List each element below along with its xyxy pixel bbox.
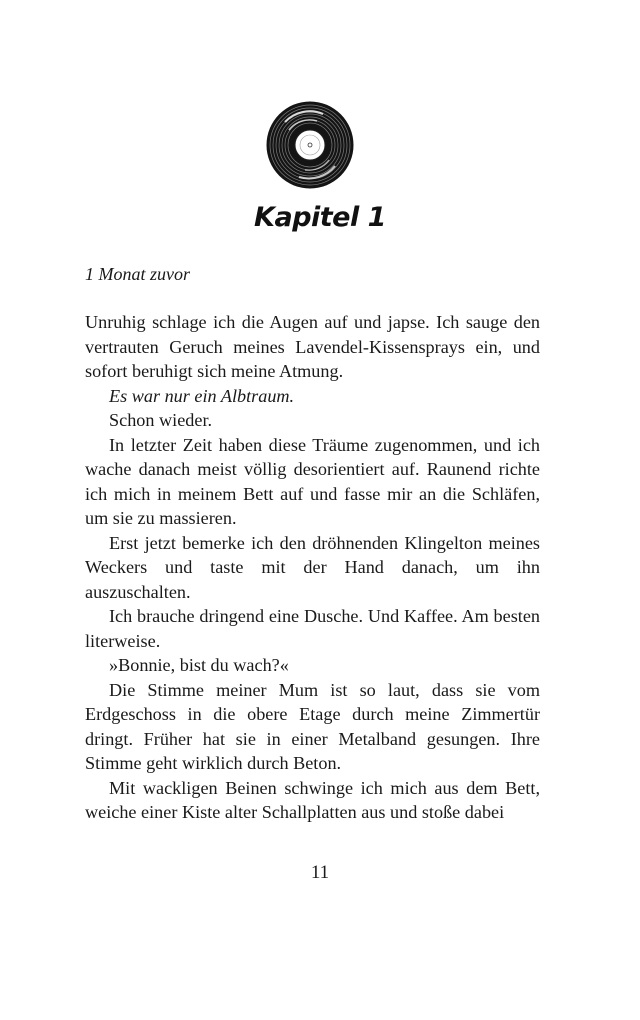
chapter-body (85, 310, 540, 825)
paragraph: Mit wackligen Beinen schwinge ich mich aus dem Bett, weiche einer Kiste alter Schallplatten aus und stoße dabei (85, 777, 540, 822)
paragraph: Es war nur ein Albtraum. (109, 385, 295, 406)
vinyl-record-icon (265, 100, 355, 190)
page-number: 11 (310, 862, 330, 883)
paragraph: Die Stimme meiner Mum ist so laut, dass sie vom Erdgeschoss in die obere Etage durch meine Zimmertür dringt. Früher hat sie in einer Metalband gesungen. Ihre Stimme geht wirklich durch Beton. (85, 679, 540, 773)
chapter-subtitle: 1 Monat zuvor (85, 264, 190, 284)
paragraph: Unruhig schlage ich die Augen auf und japse. Ich sauge den vertrauten Geruch meines Lavendel-Kissensprays ein, und sofort beruhigt sich meine Atmung. (85, 312, 540, 381)
paragraph: Schon wieder. (109, 410, 213, 430)
chapter-title: Kapitel 1 (254, 202, 386, 233)
paragraph: Ich brauche dringend eine Dusche. Und Kaffee. Am besten literweise. (85, 606, 540, 651)
paragraph: »Bonnie, bist du wach?« (109, 655, 289, 675)
paragraph: In letzter Zeit haben diese Träume zugenommen, und ich wache danach meist völlig desorientiert auf. Raunend richte ich mich in meinem Bett auf und fasse mir an die Schläfen, um sie zu massieren. (85, 434, 540, 528)
paragraph: Erst jetzt bemerke ich den dröhnenden Klingelton meines Weckers und taste mit der Hand danach, um ihn auszuschalten. (85, 532, 540, 602)
